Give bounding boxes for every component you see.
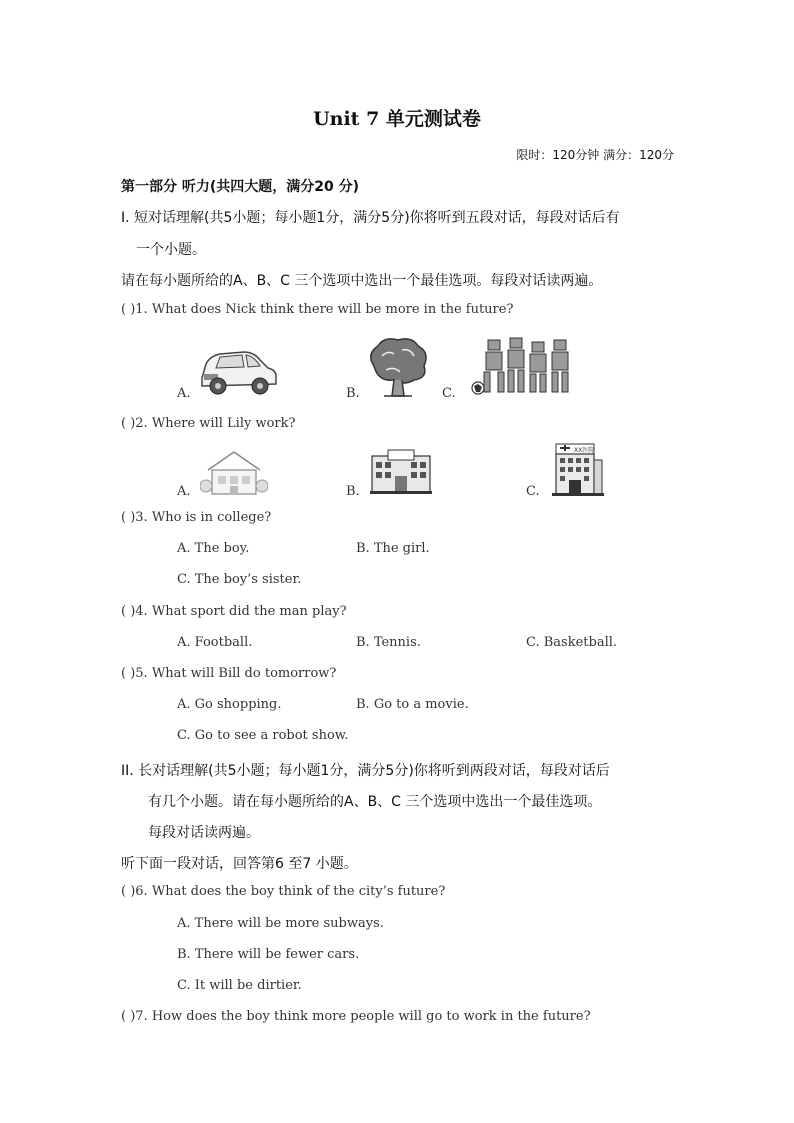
- option-c: C. Basketball.: [526, 635, 618, 650]
- option-a: A. There will be more subways.: [177, 916, 384, 931]
- section1-instruction-line1: I. 短对话理解(共5小题；每小题1分，满分5分)你将听到五段对话，每段对话后有: [121, 210, 620, 226]
- house-icon: [200, 446, 268, 498]
- question-number: ( )7.: [121, 1009, 148, 1024]
- question-number: ( )4.: [121, 604, 148, 619]
- question-6: [121, 884, 445, 899]
- section2-instruction-line2: 有几个小题。请在每小题所给的A、B、C 三个选项中选出一个最佳选项。: [148, 794, 602, 810]
- hospital-icon: [548, 440, 606, 498]
- part-heading: 第一部分 听力(共四大题，满分20 分): [121, 179, 360, 195]
- option-b: B. The girl.: [356, 541, 430, 556]
- page-title: Unit 7 单元测试卷: [313, 108, 481, 130]
- car-icon: [196, 342, 280, 398]
- section1-instruction-line2: 一个小题。: [136, 242, 206, 258]
- section2-instruction-line1: II. 长对话理解(共5小题；每小题1分，满分5分)你将听到两段对话，每段对话后: [121, 763, 610, 779]
- option-a: A. The boy.: [177, 541, 250, 556]
- option-c: C. Go to see a robot show.: [177, 728, 349, 743]
- option-b: B. Go to a movie.: [356, 697, 469, 712]
- question-7: [121, 1009, 591, 1024]
- question-text: Where will Lily work?: [151, 416, 296, 431]
- option-b: B. Tennis.: [356, 635, 421, 650]
- section1-instruction-line3: 请在每小题所给的A、B、C 三个选项中选出一个最佳选项。每段对话读两遍。: [121, 273, 603, 289]
- option-b: B. There will be fewer cars.: [177, 947, 360, 962]
- question-number: ( )3.: [121, 510, 148, 525]
- question-number: ( )5.: [121, 666, 148, 681]
- option-a-label: A.: [177, 484, 191, 499]
- question-text: Who is in college?: [151, 510, 272, 525]
- question-number: ( )6.: [121, 884, 148, 899]
- question-number: ( )2.: [121, 416, 148, 431]
- option-a: A. Go shopping.: [177, 697, 282, 712]
- hospital-sign-text: XX医院: [574, 447, 595, 454]
- question-3: [121, 510, 271, 525]
- option-c: C. It will be dirtier.: [177, 978, 302, 993]
- question-text: How does the boy think more people will go to work in the future?: [151, 1009, 591, 1024]
- question-text: What sport did the man play?: [151, 604, 347, 619]
- question-1: [121, 302, 513, 317]
- question-4: [121, 604, 347, 619]
- option-b-label: B.: [346, 386, 360, 401]
- question-text: What will Bill do tomorrow?: [151, 666, 337, 681]
- option-a: A. Football.: [177, 635, 253, 650]
- question-2: [121, 416, 295, 431]
- option-b-label: B.: [346, 484, 360, 499]
- school-building-icon: [368, 448, 434, 496]
- option-c: C. The boy’s sister.: [177, 572, 302, 587]
- tree-icon: [364, 336, 432, 400]
- question-5: [121, 666, 336, 681]
- option-a-label: A.: [177, 386, 191, 401]
- dialogue-intro: 听下面一段对话，回答第6 至7 小题。: [121, 856, 358, 872]
- question-text: What does the boy think of the city’s future?: [151, 884, 446, 899]
- question-text: What does Nick think there will be more in the future?: [151, 302, 514, 317]
- section2-instruction-line3: 每段对话读两遍。: [148, 825, 260, 841]
- option-c-label: C.: [442, 386, 456, 401]
- question-number: ( )1.: [121, 302, 148, 317]
- time-limit: 限时：120分钟 满分：120分: [516, 148, 674, 162]
- robots-icon: [470, 336, 578, 398]
- option-c-label: C.: [526, 484, 540, 499]
